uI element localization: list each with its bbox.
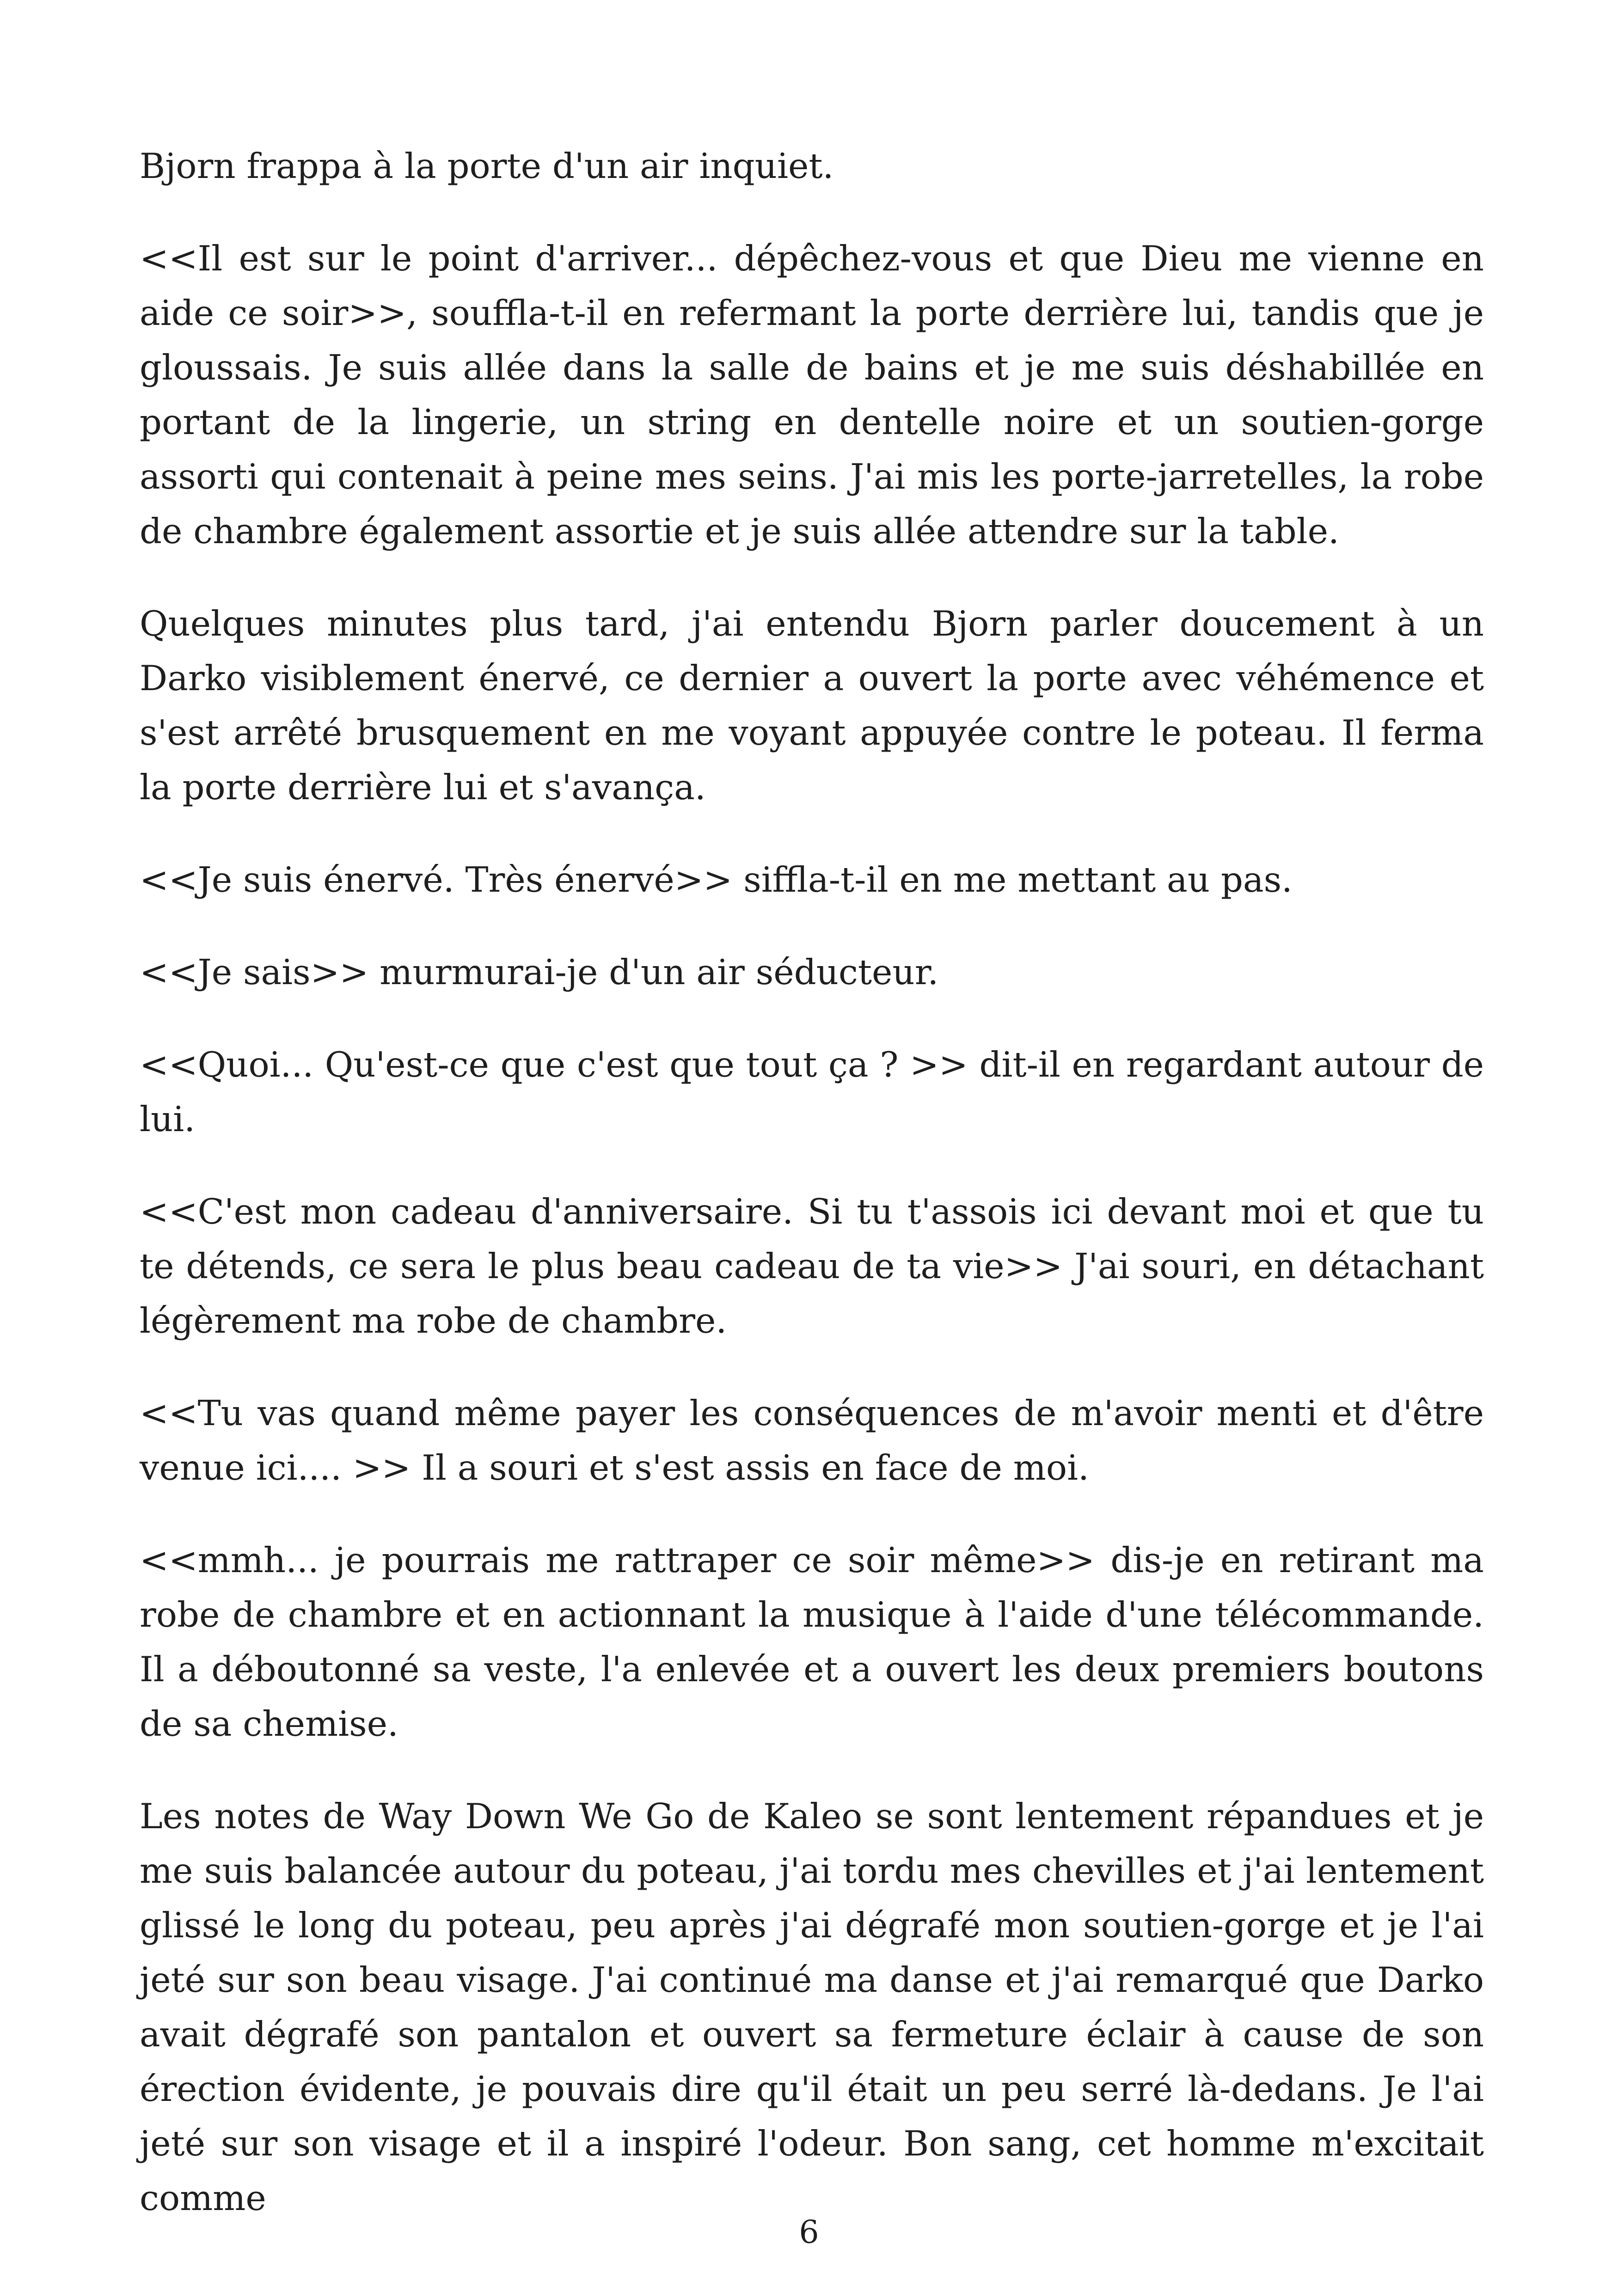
body-text bbox=[140, 139, 1484, 2225]
paragraph: <<C'est mon cadeau d'anniversaire. Si tu t'assois ici devant moi et que tu te détends, ce sera le plus beau cadeau de ta vie>> J'ai souri, en détachant légèrement ma robe de chambre. bbox=[140, 1191, 1484, 1341]
paragraph: Bjorn frappa à la porte d'un air inquiet. bbox=[140, 146, 834, 186]
paragraph: <<Je sais>> murmurai-je d'un air séducteur. bbox=[140, 952, 939, 992]
paragraph: Quelques minutes plus tard, j'ai entendu Bjorn parler doucement à un Darko visiblement énervé, ce dernier a ouvert la porte avec véhémence et s'est arrêté brusquement en me voyant appuyée contre le poteau. Il ferma la porte derrière lui et s'avança. bbox=[140, 603, 1484, 808]
paragraph: Les notes de Way Down We Go de Kaleo se sont lentement répandues et je me suis balancée autour du poteau, j'ai tordu mes chevilles et j'ai lentement glissé le long du poteau, peu après j'ai dégrafé mon soutien-gorge et je l'ai jeté sur son beau visage. J'ai continué ma danse et j'ai remarqué que Darko avait dégrafé son pantalon et ouvert sa fermeture éclair à cause de son érection évidente, je pouvais dire qu'il était un peu serré là-dedans. Je l'ai jeté sur son visage et il a inspiré l'odeur. Bon sang, cet homme m'excitait comme bbox=[140, 1796, 1484, 2218]
paragraph: <<Tu vas quand même payer les conséquences de m'avoir menti et d'être venue ici.... >> Il a souri et s'est assis en face de moi. bbox=[140, 1393, 1484, 1488]
paragraph: <<Il est sur le point d'arriver... dépêchez-vous et que Dieu me vienne en aide ce soir>>, souffla-t-il en refermant la porte derrière lui, tandis que je gloussais. Je suis allée dans la salle de bains et je me suis déshabillée en portant de la lingerie, un string en dentelle noire et un soutien-gorge assorti qui contenait à peine mes seins. J'ai mis les porte-jarretelles, la robe de chambre également assortie et je suis allée attendre sur la table. bbox=[140, 238, 1484, 551]
paragraph: <<Quoi... Qu'est-ce que c'est que tout ça ? >> dit-il en regardant autour de lui. bbox=[140, 1044, 1484, 1139]
paragraph: <<mmh... je pourrais me rattraper ce soir même>> dis-je en retirant ma robe de chambre et en actionnant la musique à l'aide d'une télécommande. Il a déboutonné sa veste, l'a enlevée et a ouvert les deux premiers boutons de sa chemise. bbox=[140, 1540, 1484, 1744]
paragraph: <<Je suis énervé. Très énervé>> siffla-t-il en me mettant au pas. bbox=[140, 859, 1293, 900]
page-number: 6 bbox=[799, 2214, 819, 2251]
